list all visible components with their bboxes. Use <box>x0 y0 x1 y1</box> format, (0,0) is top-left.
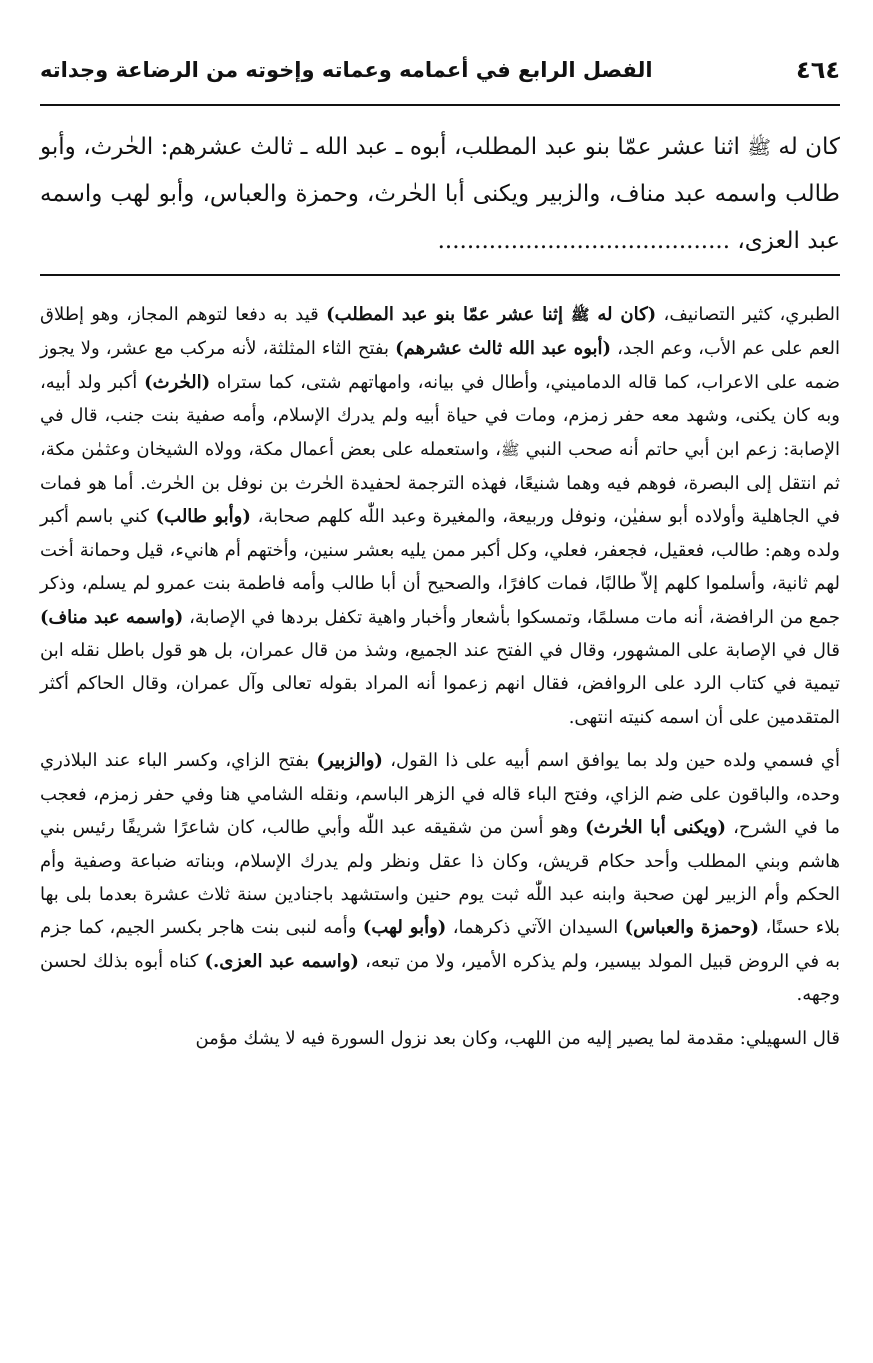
commentary-text: ، واستعمله على بعض أعمال مكة، وولاه الشيخان وعثمٰن مكة، ثم انتقل إلى البصرة، فوهم فيه وهما شنيعًا، فهذه الترجمة لحفيدة الحٰرث بن نوفل بن الحٰرث. أما هو فمات في الجاهلية وأولاده أبو سفيٰن، ونوفل وربيعة، والمغيرة وعبد اللّٰه كلهم صحابة، <box>40 438 840 528</box>
commentary-text: كناه أبوه بذلك لحسن وجهه. <box>40 950 840 1006</box>
text-divider-rule <box>40 274 840 276</box>
commentary <box>40 298 840 1055</box>
main-text <box>40 124 840 265</box>
commentary-text: بفتح الثاء المثلثة، لأنه مركب مع عشر، ولا يجوز ضمه على الاعراب، كما قاله الدماميني، وأطال في بيانه، وامهاتهم شتى، كما ستراه <box>40 338 840 393</box>
commentary-text: قيد به دفعا لتوهم المجاز، وهو إطلاق العم على عم الأب، وعم الجد، <box>40 304 840 360</box>
quoted-phrase: (ويكنى أبا الحٰرث) <box>585 817 727 839</box>
running-header <box>40 50 840 90</box>
main-text-part: كان له <box>770 134 840 160</box>
salawat-glyph: ﷺ <box>500 440 520 459</box>
commentary-paragraph-2 <box>40 744 840 1011</box>
salawat-glyph: ﷺ <box>747 136 771 159</box>
quoted-phrase: (كان له <box>589 304 657 325</box>
quoted-phrase: (واسمه عبد العزى.) <box>204 950 359 972</box>
commentary-text: وهو أسن من شقيقه عبد اللّٰه وأبي طالب، كان شاعرًا شريفًا رئيس بني هاشم وبني المطلب وأحد حكام قريش، وكان ذا عقل ونظر ولم يدرك الإسلام، وبناته ضباعة وصفية وأم الحكم وأم الزبير لهن صحبة وابنه عبد اللّٰه ثبت يوم حنين واستشهد باجنادين سنة ثلاث عشرة بعدما بلى بها بلاء حسنًا، <box>40 817 840 939</box>
quoted-phrase: إثنا عشر عمّا بنو عبد المطلب) <box>326 304 571 325</box>
main-text-part: اثنا عشر عمّا بنو عبد المطلب، أبوه ـ عبد الله ـ ثالث عشرهم: الحٰرث، وأبو طالب واسمه عبد مناف، والزبير ويكنى أبا الحٰرث، وحمزة والعباس، وأبو لهب واسمه عبد العزى، ........................................ <box>40 134 840 254</box>
commentary-text: أكبر ولد أبيه، وبه كان يكنى، وشهد معه حفر زمزم، ومات في حياة أبيه ولم يدرك الإسلام، وأمه صفية بنت جنب، قال في الإصابة: زعم ابن أبي حاتم أنه صحب النبي <box>40 371 840 460</box>
commentary-text: السيدان الآتي ذكرهما، <box>446 917 625 939</box>
commentary-text: كني باسم أكبر ولده وهم: طالب، فعقيل، فجعفر، فعلي، وكل أكبر ممن يليه بعشر سنين، وأختهم أم هانيء، قيل وحمانة أخت لهم ثانية، وأسلموا كلهم إلاّ طالبًا، فمات كافرًا، والصحيح أن أبا طالب وأمه فاطمة بنت عمرو لم يسلم، وذكر جمع من الرافضة، أنه مات مسلمًا، وتمسكوا بأشعار وأخبار واهية تكفل بردها في الإصابة، <box>40 506 840 628</box>
quoted-phrase: (أبوه عبد الله ثالث عشرهم) <box>395 338 612 360</box>
commentary-text: قال في الإصابة على المشهور، وقال في الفتح عند الجميع، وشذ من قال عمران، بل هو قول باطل نقله ابن تيمية في كتاب الرد على الروافض، فقال انهم زعموا أنه المراد بقوله تعالى وآل عمران، وقال الحاكم أكثر المتقدمين على أن اسمه كنيته انتهى. <box>40 640 840 728</box>
commentary-text: أي فسمي ولده حين ولد بما يوافق اسم أبيه على ذا القول، <box>382 750 840 772</box>
commentary-text: الطبري، كثير التصانيف، <box>656 304 841 325</box>
quoted-phrase: (وأبو لهب) <box>362 917 447 939</box>
quoted-phrase: (وأبو طالب) <box>155 506 251 528</box>
header-rule <box>40 104 840 106</box>
commentary-text: بفتح الزاي، وكسر الباء عند البلاذري وحده، والباقون على ضم الزاي، وفتح الباء قاله في الزهر الباسم، ونقله الشامي هنا وفي حفر زمزم، فعجب ما في الشرح، <box>40 750 840 839</box>
quoted-phrase: (واسمه عبد مناف) <box>40 606 184 628</box>
quoted-phrase: (والزبير) <box>316 750 383 772</box>
commentary-text: وأمه لنبى بنت هاجر بكسر الجيم، كما جزم به في الروض قبيل المولد بيسير، ولم يذكره الأمير، ولا من تبعه، <box>40 917 840 972</box>
page-number: ٤٦٤ <box>796 56 840 84</box>
commentary-paragraph-3 <box>40 1022 840 1055</box>
commentary-paragraph-1 <box>40 298 840 734</box>
quoted-phrase: (وحمزة والعباس) <box>624 917 759 939</box>
quoted-phrase: (الحٰرث) <box>144 371 211 393</box>
commentary-text: قال السهيلي: مقدمة لما يصير إليه من اللهب، وكان بعد نزول السورة فيه لا يشك مؤمن <box>195 1027 840 1049</box>
salawat-glyph: ﷺ <box>570 306 590 324</box>
chapter-title: الفصل الرابع في أعمامه وعماته وإخوته من الرضاعة وجداته <box>40 58 653 82</box>
